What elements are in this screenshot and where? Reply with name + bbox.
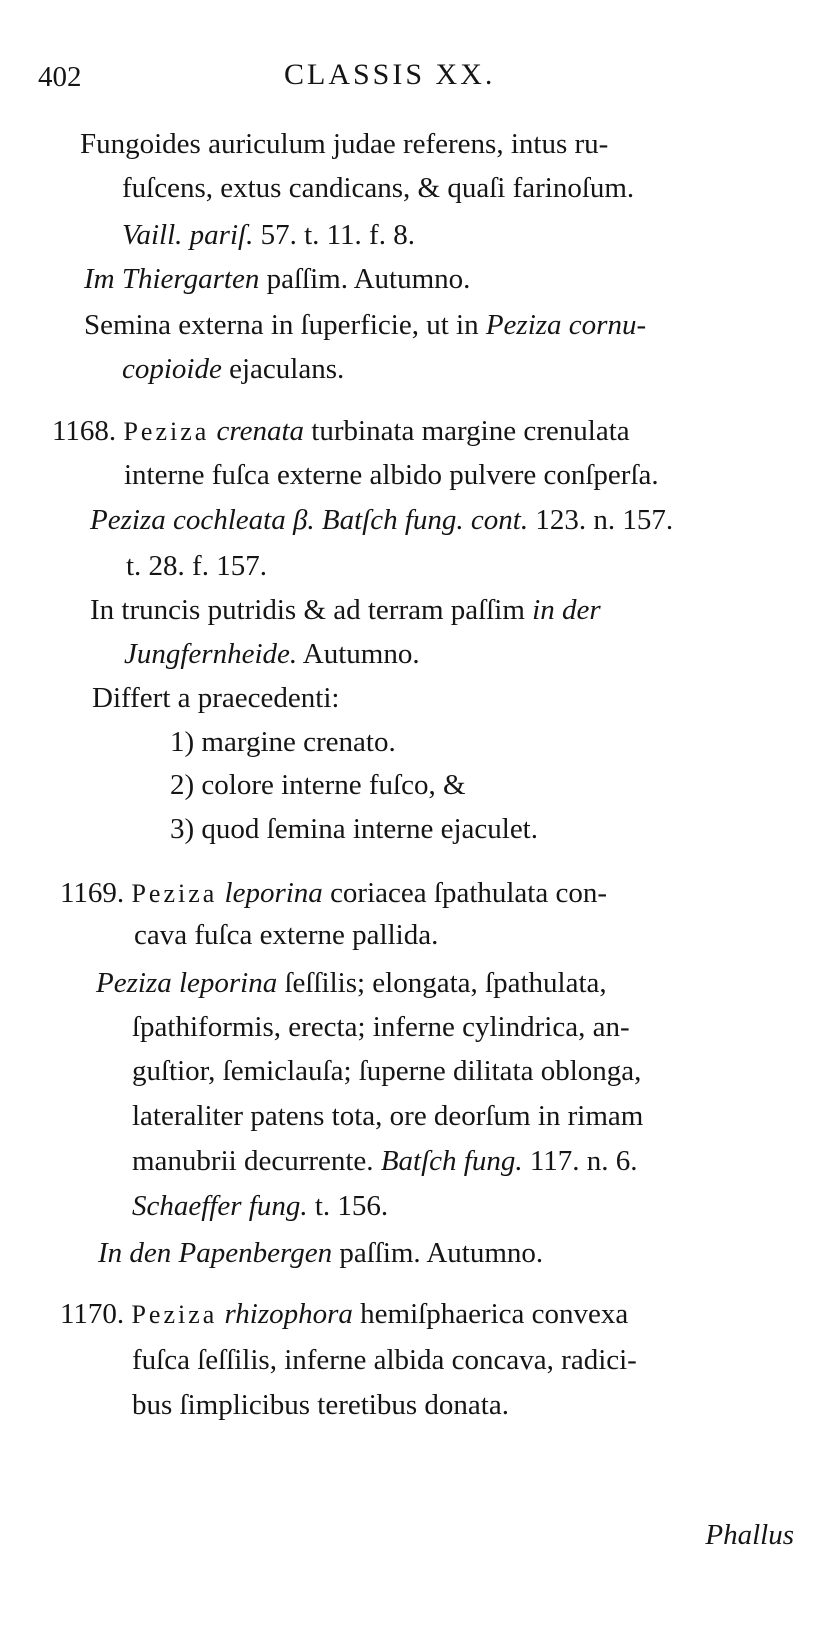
text-line: fuſca ſeſſilis, inferne albida concava, radici- (132, 1344, 637, 1376)
text-line: ſpathiformis, erecta; inferne cylindrica, an- (132, 1011, 630, 1043)
text-line (90, 593, 601, 627)
locality: Jungfernheide. (124, 638, 298, 670)
reference: Vaill. pariſ. (122, 219, 254, 251)
text-line: lateraliter patens tota, ore deorſum in rimam (132, 1100, 644, 1132)
text-line (84, 308, 646, 342)
habitat-note: In truncis putridis & ad terram paſſim (90, 594, 533, 626)
text-line (122, 218, 415, 252)
diagnosis: coriacea ſpathulata con- (322, 877, 608, 909)
entry-heading (52, 414, 630, 449)
page-number: 402 (38, 61, 82, 93)
list-item: 3) quod ſemina interne ejaculet. (170, 813, 538, 845)
text-line (90, 503, 673, 537)
reference-detail: 57. t. 11. f. 8. (253, 219, 415, 251)
locality: Im Thiergarten (84, 263, 260, 295)
entry-number: 1168. (52, 415, 117, 447)
text-line (122, 352, 344, 386)
text-line (84, 262, 470, 296)
list-item: 2) colore interne fuſco, & (170, 769, 466, 801)
season: Autumno. (297, 638, 420, 670)
entry-heading (60, 1297, 628, 1332)
running-head: CLASSIS XX. (284, 58, 496, 91)
text-line (124, 637, 420, 671)
text-line: bus ſimplicibus teretibus donata. (132, 1389, 509, 1421)
text-line (132, 1144, 638, 1178)
taxon-name: Peziza cornu- (485, 309, 647, 341)
habitat-note: paſſim. Autumno. (332, 1237, 544, 1269)
entry-number: 1169. (60, 877, 125, 909)
text-line (132, 1189, 388, 1223)
locality: In den Papenbergen (98, 1237, 333, 1269)
reference-detail: t. 156. (307, 1190, 389, 1222)
text-line: guſtior, ſemiclauſa; ſuperne dilitata oblonga, (132, 1055, 642, 1087)
genus-name: Peziza (131, 879, 218, 908)
diagnosis: hemiſphaerica convexa (352, 1298, 629, 1330)
text-line: t. 28. f. 157. (126, 550, 267, 582)
diagnosis: turbinata margine crenulata (304, 415, 630, 447)
catchword: Phallus (705, 1519, 794, 1551)
taxon-name: copioide (122, 353, 222, 385)
text-line (98, 1236, 543, 1270)
reference: Batſch fung. (380, 1145, 523, 1177)
text-line (96, 966, 607, 1000)
genus-name: Peziza (123, 417, 210, 446)
genus-name: Peziza (131, 1300, 218, 1329)
text-line: Differt a praecedenti: (92, 682, 340, 714)
text-line: fuſcens, extus candicans, & quaſi farinoſum. (122, 172, 635, 204)
reference: Schaeffer fung. (132, 1190, 308, 1222)
entry-number: 1170. (60, 1298, 125, 1330)
species-name: rhizophora (224, 1298, 353, 1330)
locality: in der (532, 594, 601, 626)
species-name: crenata (216, 415, 305, 447)
taxon-name: Peziza leporina (96, 967, 278, 999)
description: ſeſſilis; elongata, ſpathulata, (277, 967, 607, 999)
description: manubrii decurrente. (132, 1145, 381, 1177)
reference-detail: 117. n. 6. (522, 1145, 638, 1177)
list-item: 1) margine crenato. (170, 726, 396, 758)
text-line: cava fuſca externe pallida. (134, 919, 439, 951)
habitat-note: paſſim. Autumno. (259, 263, 471, 295)
text-line: interne fuſca externe albido pulvere conſperſa. (124, 459, 659, 491)
species-name: leporina (224, 877, 323, 909)
entry-heading (60, 876, 607, 911)
text-line: Fungoides auriculum judae referens, intus ru- (80, 128, 609, 160)
reference: Peziza cochleata β. Batſch fung. cont. (90, 504, 529, 536)
text-span: ejaculans. (221, 353, 345, 385)
text-span: Semina externa in ſuperficie, ut in (84, 309, 486, 341)
reference-detail: 123. n. 157. (528, 504, 674, 536)
